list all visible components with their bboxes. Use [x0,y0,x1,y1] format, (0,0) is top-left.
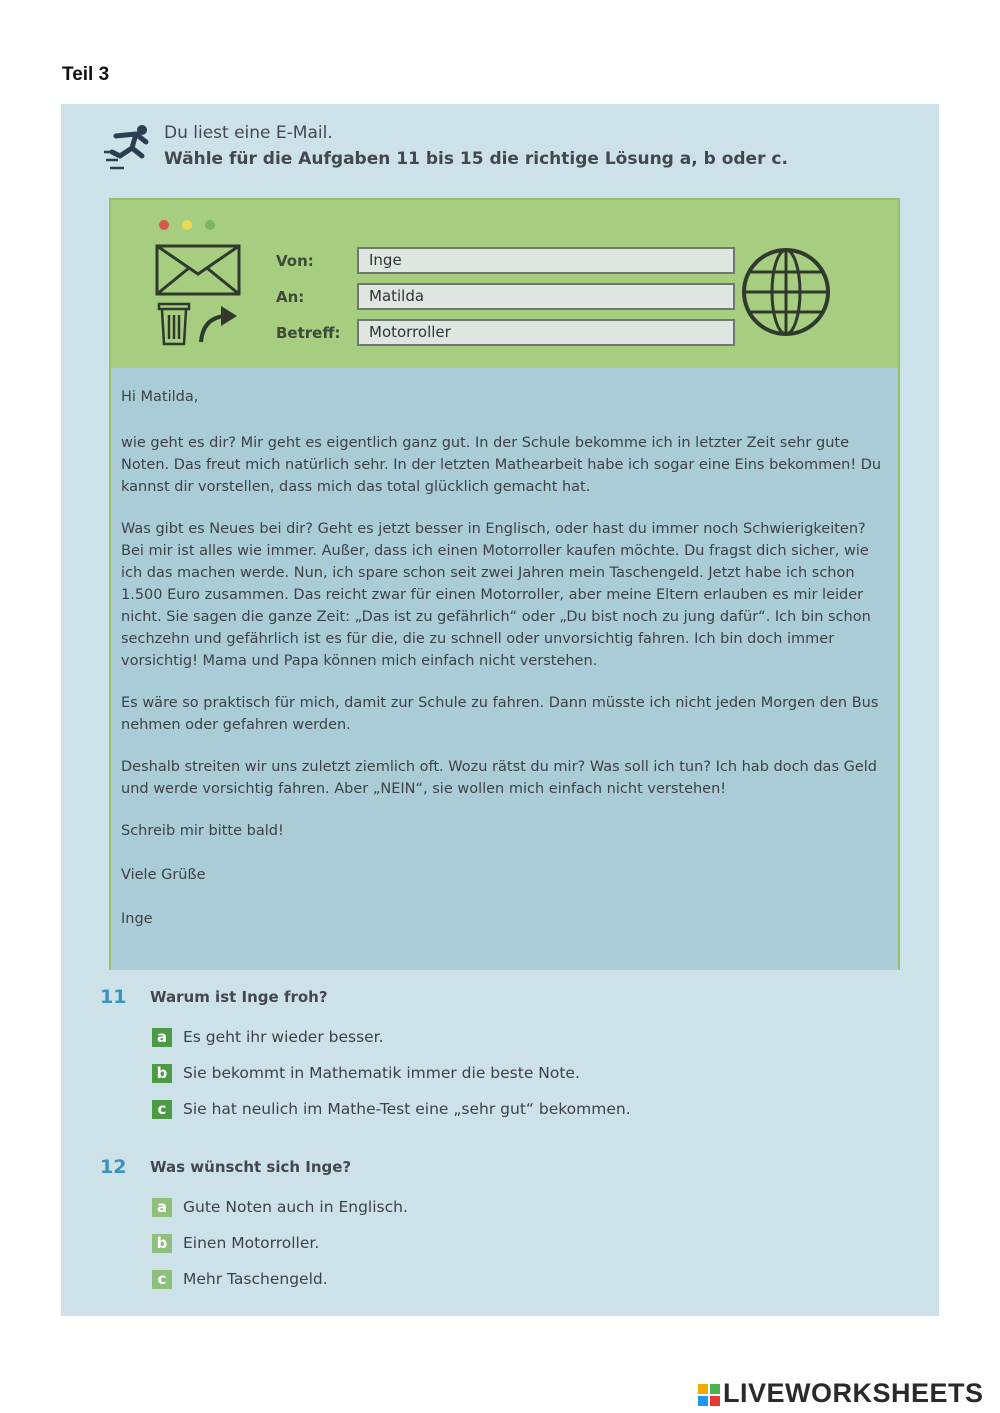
runner-icon [102,122,154,170]
email-window [109,198,900,970]
email-paragraph-1: wie geht es dir? Mir geht es eigentlich ganz gut. In der Schule bekomme ich in letzter Zeit sehr gute Noten. Das freut mich natürlich sehr. In der letzten Mathearbeit habe ich sogar eine Eins bekommen! Du kannst dir vorstellen, dass mich das total glücklich gemacht hat. [121,435,882,495]
question-text: Warum ist Inge froh? [150,988,328,1006]
page-title: Teil 3 [62,64,110,85]
email-greeting: Hi Matilda, [121,389,199,405]
email-closing-2: Viele Grüße [121,867,206,883]
option-11a[interactable] [152,1028,384,1047]
option-11c[interactable] [152,1100,631,1119]
email-closing-1: Schreib mir bitte bald! [121,823,284,839]
option-letter: a [152,1028,172,1047]
question-number: 11 [100,986,127,1008]
option-text: Einen Motorroller. [183,1234,320,1252]
window-controls [159,215,228,234]
instruction-line-2: Wähle für die Aufgaben 11 bis 15 die richtige Lösung a, b oder c. [164,149,788,169]
subject-field[interactable]: Motorroller [357,319,735,346]
option-letter: a [152,1198,172,1217]
brand-name: LIVEWORKSHEETS [723,1378,984,1408]
instruction-line-1: Du liest eine E-Mail. [164,123,333,143]
to-field[interactable]: Matilda [357,283,735,310]
email-paragraph-2: Was gibt es Neues bei dir? Geht es jetzt besser in Englisch, oder hast du immer noch Schwierigkeiten? Bei mir ist alles wie immer. Außer, dass ich einen Motorroller kaufen möchte. Du fragst dich sicher, wie ich das machen werde. Nun, ich spare schon seit zwei Jahren mein Taschengeld. Jetzt habe ich schon 1.500 Euro zusammen. Das reicht zwar für einen Motorroller, aber meine Eltern erlauben es mir leider nicht. Sie sagen die ganze Zeit: „Das ist zu gefährlich“ oder „Du bist noch zu jung dafür“. Ich bin schon sechzehn und gefährlich ist es für die, die zu schnell oder unvorsichtig fahren. Ich bin doch immer vorsichtig! Mama und Papa können mich einfach nicht verstehen. [121,521,871,669]
question-text: Was wünscht sich Inge? [150,1158,352,1176]
question-number: 12 [100,1156,127,1178]
envelope-icon[interactable] [155,244,241,296]
email-body [121,386,886,950]
globe-icon[interactable] [740,246,832,338]
subject-label: Betreff: [276,324,341,342]
option-letter: b [152,1234,172,1253]
email-signature: Inge [121,911,153,927]
option-12c[interactable] [152,1270,328,1289]
email-paragraph-4: Deshalb streiten wir uns zuletzt ziemlich oft. Wozu rätst du mir? Was soll ich tun? Ich hab doch das Geld und werde vorsichtig fahren. Aber „NEIN“, sie wollen mich einfach nicht verstehen! [121,759,877,797]
liveworksheets-icon [698,1384,720,1406]
option-text: Sie bekommt in Mathematik immer die beste Note. [183,1064,580,1082]
maximize-dot[interactable] [205,220,215,230]
minimize-dot[interactable] [182,220,192,230]
from-label: Von: [276,252,314,270]
email-header [111,200,898,368]
option-text: Sie hat neulich im Mathe-Test eine „sehr gut“ bekommen. [183,1100,631,1118]
option-text: Es geht ihr wieder besser. [183,1028,384,1046]
forward-icon[interactable] [197,304,239,344]
option-letter: b [152,1064,172,1083]
option-text: Mehr Taschengeld. [183,1270,328,1288]
option-12b[interactable] [152,1234,319,1253]
option-12a[interactable] [152,1198,408,1217]
from-field[interactable]: Inge [357,247,735,274]
option-text: Gute Noten auch in Englisch. [183,1198,408,1216]
trash-icon[interactable] [157,302,191,346]
option-11b[interactable] [152,1064,580,1083]
to-label: An: [276,288,305,306]
liveworksheets-logo[interactable] [698,1378,984,1409]
option-letter: c [152,1270,172,1289]
email-paragraph-3: Es wäre so praktisch für mich, damit zur Schule zu fahren. Dann müsste ich nicht jeden Morgen den Bus nehmen oder gefahren werden. [121,695,879,733]
close-dot[interactable] [159,220,169,230]
option-letter: c [152,1100,172,1119]
